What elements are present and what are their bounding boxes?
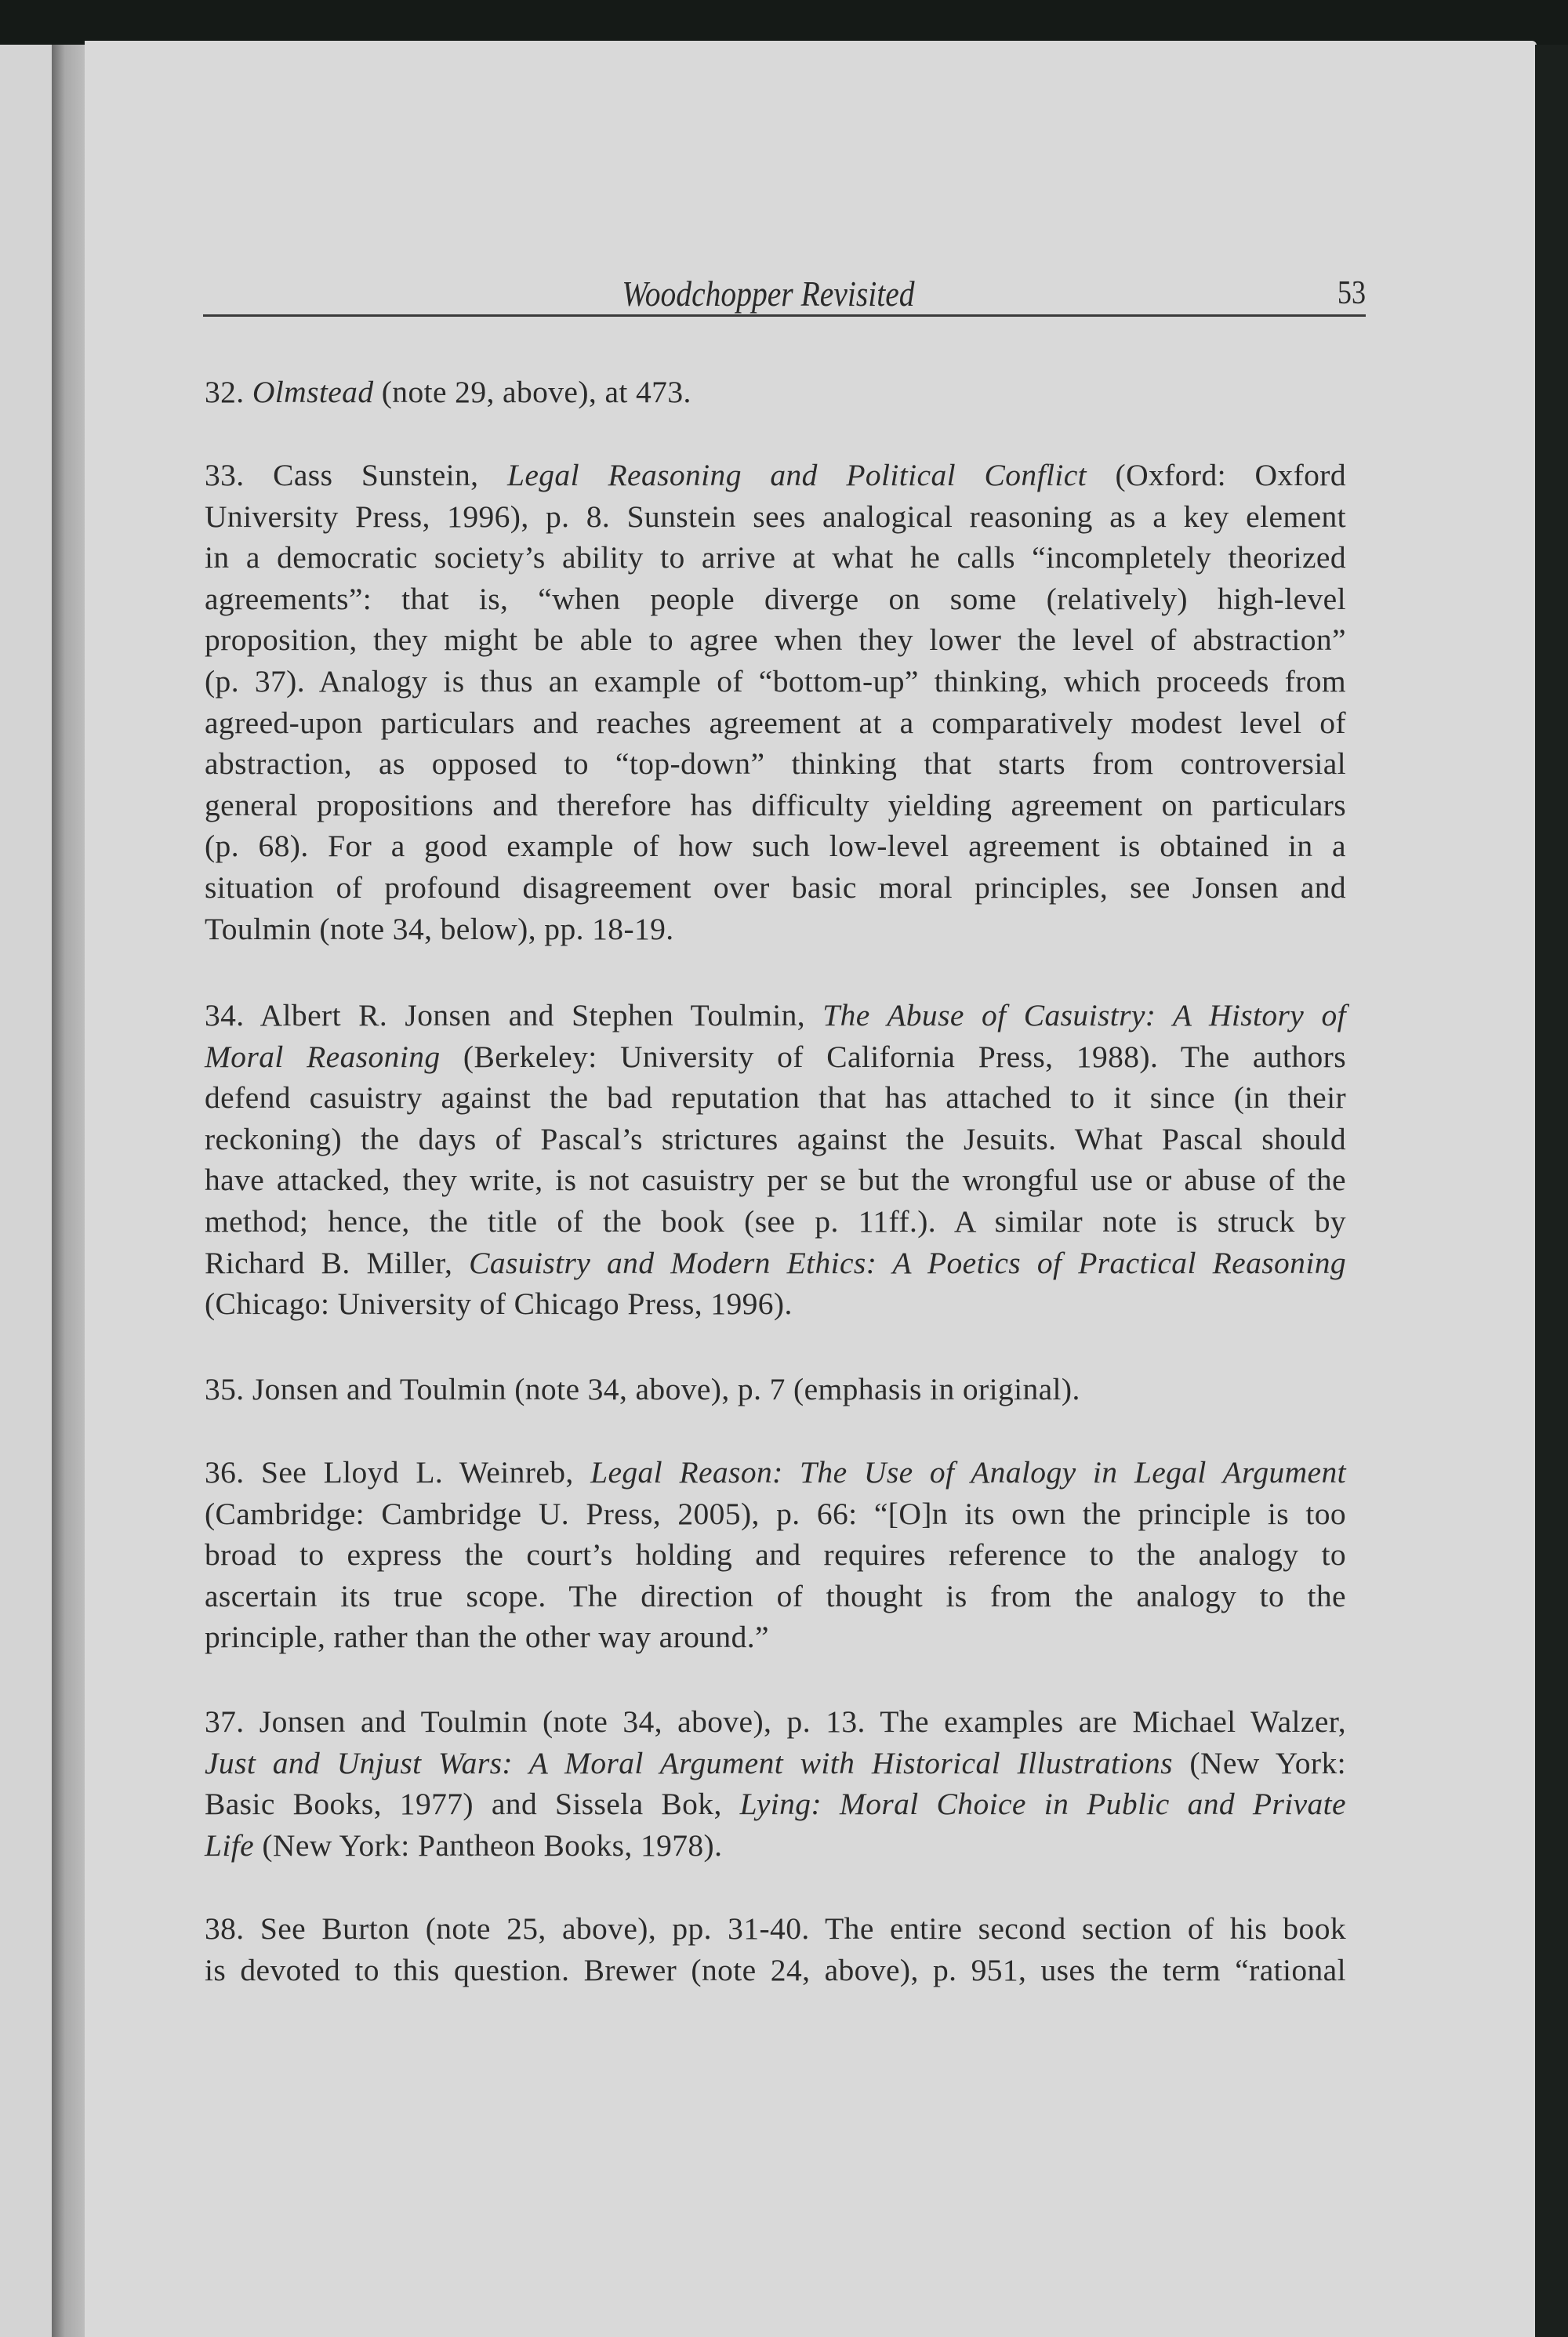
text-segment: 37. Jonsen and Toulmin (note 34, above), p. 13. The examples are Michael Walzer, xyxy=(205,1704,1346,1739)
text-line xyxy=(205,1119,1346,1160)
text-segment: broad to express the court’s holding and requires reference to the analogy to xyxy=(205,1537,1346,1573)
text-segment: (p. 37). Analogy is thus an example of “bottom-up” thinking, which proceeds from xyxy=(205,663,1346,699)
text-segment: is devoted to this question. Brewer (note 24, above), p. 951, uses the term “rational xyxy=(205,1952,1346,1987)
italic-title: Life xyxy=(205,1827,255,1863)
text-line xyxy=(205,537,1346,579)
note-32 xyxy=(205,372,1346,413)
facing-page-edge xyxy=(0,45,52,2337)
text-line xyxy=(205,785,1346,826)
text-segment: (p. 68). For a good example of how such low-level agreement is obtained in a xyxy=(205,829,1346,864)
text-line xyxy=(205,372,1346,413)
italic-title: Moral Reasoning xyxy=(205,1039,441,1074)
text-segment: Richard B. Miller, xyxy=(205,1245,470,1280)
text-line xyxy=(205,743,1346,785)
text-segment: 36. See Lloyd L. Weinreb, xyxy=(205,1455,591,1490)
text-segment: method; hence, the title of the book (see p. 11ff.). A similar note is struck by xyxy=(205,1203,1346,1239)
text-segment: proposition, they might be able to agree when they lower the level of abstraction” xyxy=(205,622,1346,658)
header-rule xyxy=(203,314,1366,317)
text-segment: principle, rather than the other way around.” xyxy=(205,1620,769,1655)
text-line xyxy=(205,1701,1346,1743)
text-line xyxy=(205,867,1346,909)
text-line xyxy=(205,1493,1346,1535)
text-line xyxy=(205,619,1346,661)
text-segment: 34. Albert R. Jonsen and Stephen Toulmin, xyxy=(205,998,823,1032)
text-segment: agreements”: that is, “when people diverge on some (relatively) high-level xyxy=(205,581,1346,616)
text-segment: (Cambridge: Cambridge U. Press, 2005), p. 66: “[O]n its own the principle is too xyxy=(205,1496,1346,1531)
text-segment: in a democratic society’s ability to arrive at what he calls “incompletely theorized xyxy=(205,540,1346,575)
text-line xyxy=(205,579,1346,620)
text-line xyxy=(205,455,1346,496)
text-segment: ascertain its true scope. The direction of thought is from the analogy to the xyxy=(205,1578,1346,1613)
text-segment: (Berkeley: University of California Press, 1988). The authors xyxy=(440,1039,1346,1074)
text-line xyxy=(205,1576,1346,1617)
text-line xyxy=(205,1617,1346,1658)
text-line xyxy=(205,826,1346,867)
text-line xyxy=(205,1159,1346,1201)
text-line xyxy=(205,1283,1346,1325)
text-segment: (note 29, above), at 473. xyxy=(373,375,691,409)
italic-title: Olmstead xyxy=(252,375,374,409)
note-38 xyxy=(205,1908,1346,1990)
text-line xyxy=(205,1784,1346,1825)
text-segment: (Chicago: University of Chicago Press, 1996). xyxy=(205,1286,793,1322)
text-line xyxy=(205,1950,1346,1991)
scan-background xyxy=(1535,45,1568,2337)
note-37 xyxy=(205,1701,1346,1866)
running-title: Woodchopper Revisited xyxy=(622,274,915,314)
page-number: 53 xyxy=(1337,275,1366,311)
text-line xyxy=(205,1036,1346,1078)
text-line xyxy=(205,1825,1346,1867)
text-line xyxy=(205,995,1346,1036)
text-segment: (New York: xyxy=(1172,1745,1346,1780)
text-segment: 33. Cass Sunstein, xyxy=(205,458,507,492)
text-segment: situation of profound disagreement over basic moral principles, see Jonsen and xyxy=(205,869,1346,905)
note-33 xyxy=(205,455,1346,949)
text-line xyxy=(205,1243,1346,1284)
italic-title: Lying: Moral Choice in Public and Private xyxy=(739,1787,1346,1822)
italic-title: Legal Reason: The Use of Analogy in Legal Argument xyxy=(590,1455,1346,1490)
text-line xyxy=(205,1369,1346,1410)
italic-title: Casuistry and Modern Ethics: A Poetics of Practical Reasoning xyxy=(469,1245,1346,1280)
text-segment: (Oxford: Oxford xyxy=(1087,458,1346,492)
text-line xyxy=(205,661,1346,702)
text-line xyxy=(205,1908,1346,1950)
italic-title: Legal Reasoning and Political Conflict xyxy=(506,458,1087,492)
text-segment: defend casuistry against the bad reputation that has attached to it since (in their xyxy=(205,1080,1346,1116)
note-34 xyxy=(205,995,1346,1325)
text-segment: Toulmin (note 34, below), pp. 18-19. xyxy=(205,911,674,946)
text-segment: general propositions and therefore has difficulty yielding agreement on particulars xyxy=(205,787,1346,822)
text-line xyxy=(205,1743,1346,1784)
note-35 xyxy=(205,1369,1346,1410)
text-line xyxy=(205,1077,1346,1119)
text-line xyxy=(205,1534,1346,1576)
text-segment: 35. Jonsen and Toulmin (note 34, above), p. 7 (emphasis in original). xyxy=(205,1372,1080,1406)
text-segment: agreed-upon particulars and reaches agreement at a comparatively modest level of xyxy=(205,705,1346,740)
italic-title: The Abuse of Casuistry: A History of xyxy=(822,998,1346,1032)
text-segment: Basic Books, 1977) and Sissela Bok, xyxy=(205,1787,740,1822)
text-segment: abstraction, as opposed to “top-down” thinking that starts from controversial xyxy=(205,746,1346,782)
text-segment: have attacked, they write, is not casuistry per se but the wrongful use or abuse of the xyxy=(205,1163,1346,1198)
note-36 xyxy=(205,1452,1346,1658)
text-line xyxy=(205,496,1346,538)
text-line xyxy=(205,909,1346,950)
text-segment: 38. See Burton (note 25, above), pp. 31-40. The entire second section of his book xyxy=(205,1911,1346,1946)
text-segment: University Press, 1996), p. 8. Sunstein sees analogical reasoning as a key element xyxy=(205,499,1346,534)
text-line xyxy=(205,1452,1346,1493)
text-line xyxy=(205,1201,1346,1243)
book-spine-shadow xyxy=(52,45,85,2337)
italic-title: Just and Unjust Wars: A Moral Argument with Historical Illustrations xyxy=(205,1745,1173,1780)
text-line xyxy=(205,702,1346,744)
text-segment: (New York: Pantheon Books, 1978). xyxy=(254,1827,723,1863)
text-segment: reckoning) the days of Pascal’s strictures against the Jesuits. What Pascal should xyxy=(205,1121,1346,1156)
text-segment: 32. xyxy=(205,375,252,409)
